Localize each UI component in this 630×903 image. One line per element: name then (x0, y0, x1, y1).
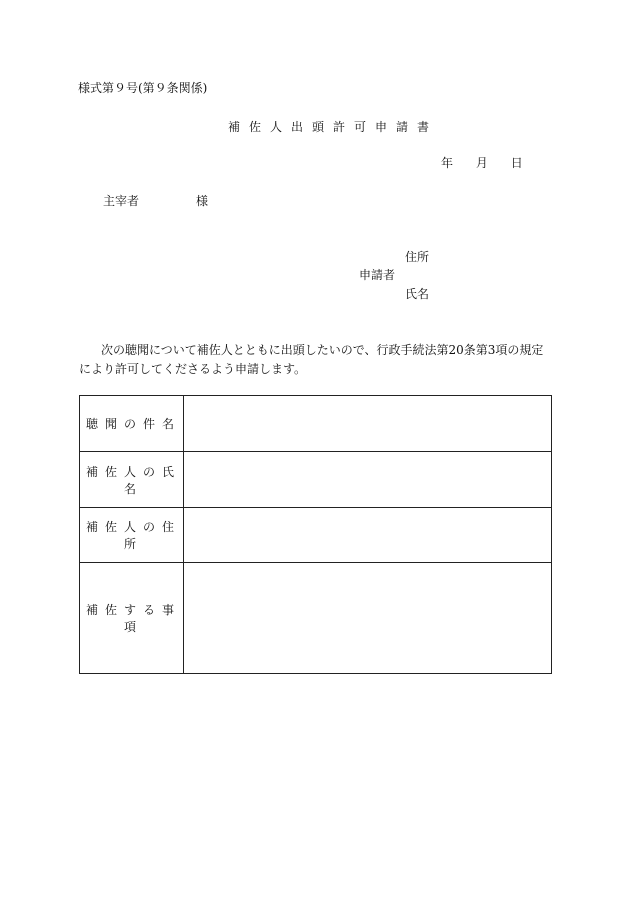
date-line (441, 156, 523, 170)
document-title: 補佐人出頭許可申請書 (228, 120, 439, 134)
table-row (80, 508, 552, 563)
assistant-name-label: 補佐人の氏名 (80, 452, 184, 508)
hearing-subject-label: 聴聞の件名 (80, 396, 184, 452)
applicant-name-label: 氏名 (405, 287, 430, 301)
date-year-label: 年 (441, 156, 454, 170)
assisted-matters-label: 補佐する事項 (80, 563, 184, 674)
assistant-info-table (79, 395, 552, 674)
date-month-label: 月 (475, 156, 488, 170)
addressee-label: 主宰者 (103, 194, 140, 208)
table-row (80, 396, 552, 452)
assistant-address-field[interactable] (184, 508, 552, 563)
applicant-role-label: 申請者 (359, 268, 396, 282)
hearing-subject-field[interactable] (184, 396, 552, 452)
application-statement: 次の聴聞について補佐人とともに出頭したいので、行政手続法第20条第3項の規定により許可してくださるよう申請します。 (79, 343, 544, 376)
applicant-address-label: 住所 (405, 250, 430, 264)
assistant-name-field[interactable] (184, 452, 552, 508)
form-number: 様式第９号(第９条関係) (78, 81, 208, 95)
date-day-label: 日 (510, 156, 523, 170)
table-row (80, 452, 552, 508)
table-row (80, 563, 552, 674)
assistant-address-label: 補佐人の住所 (80, 508, 184, 563)
assisted-matters-field[interactable] (184, 563, 552, 674)
addressee-honorific: 様 (196, 194, 209, 208)
